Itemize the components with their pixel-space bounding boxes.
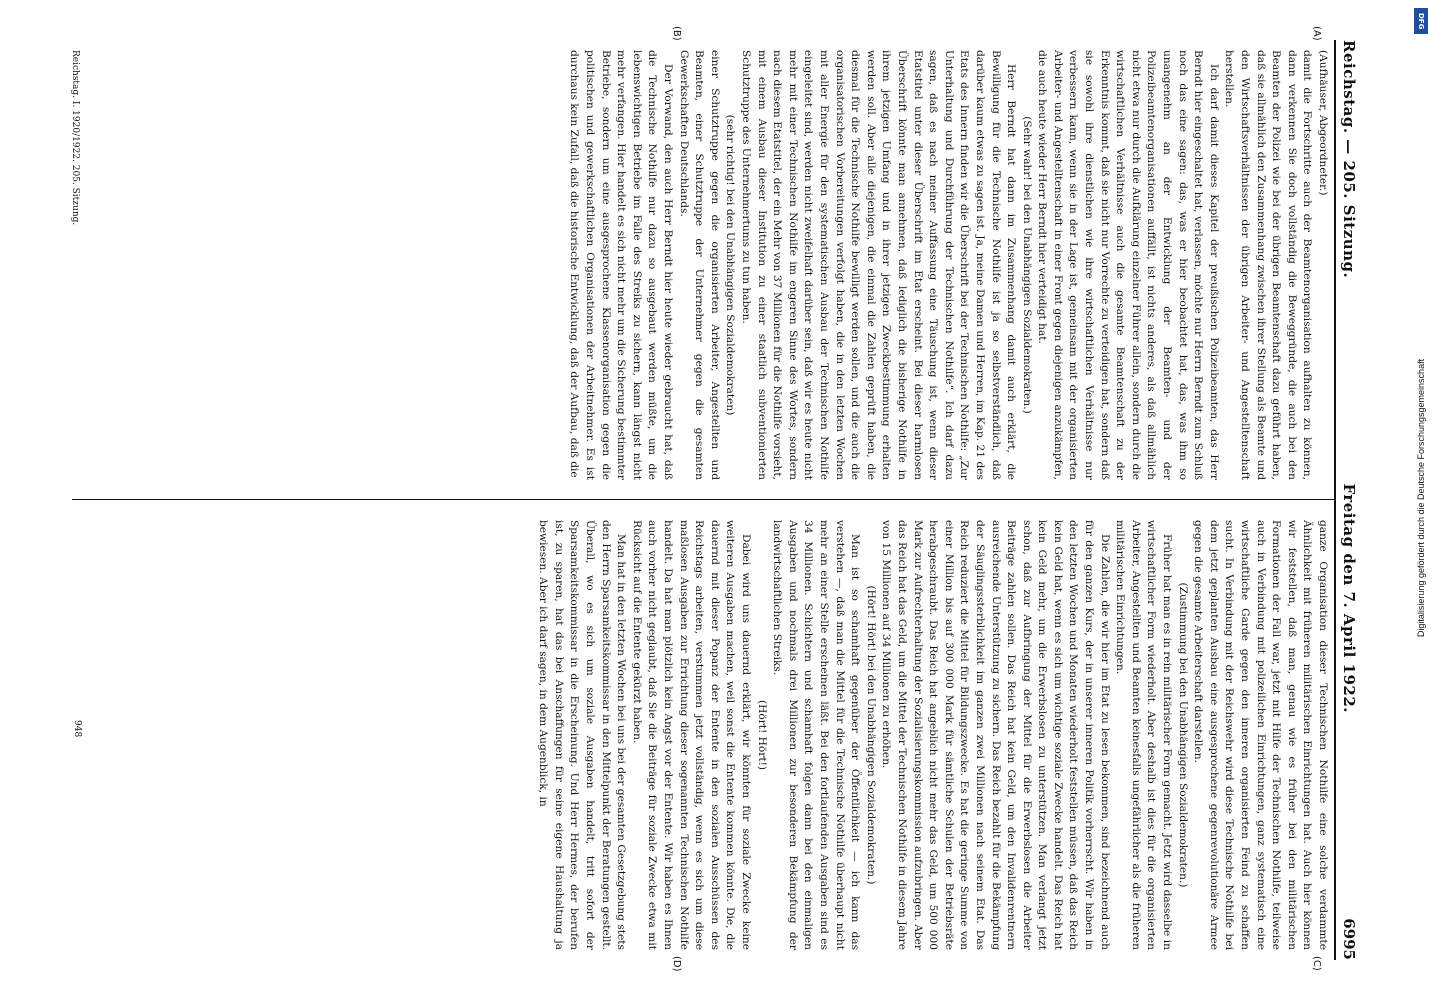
header-date: Freitag den 7. April 1922.	[1340, 483, 1358, 714]
digitization-strip	[1408, 0, 1434, 1000]
paragraph: Dabei wird uns dauernd erklärt, wir könnten für soziale Zwecke keine weiteren Ausgaben machen, weil sonst die Entente kommen könnte. Die, die dauernd mit dieser Popanz der Entente in den sozialen Ausschüssen des Reichstags arbeiten, verstummen jetzt vollständig, wenn es sich um diese maßlosen Ausgaben zur Errichtung dieser sogenannten Technischen Nothilfe handelt. Da hat man plötzlich kein Angst vor der Entente. Wir haben es Ihnen auch vorher nicht geglaubt, daß Sie die Beiträge für soziale Zwecke etwa mit Rücksicht auf die Entente gekürzt haben.	[630, 520, 753, 950]
interjection: (Sehr wahr! bei den Unabhängigen Sozialdemokraten.)	[1020, 116, 1033, 414]
left-column	[90, 50, 1330, 480]
dfg-logo: DFG	[1414, 8, 1428, 34]
paragraph: Ich darf damit dieses Kapitel der preußischen Polizeibeamten, das Herr Berndt hier eingeschaltet hat, verlassen, möchte nur Herrn Berndt zum Schluß noch das eine sagen: das, was er hier beobachtet hat, das, was ihm so unangenehm an der Entwicklung der Beamten- und der Polizeibeamtenorganisationen auffällt, ist nichts anderes, als daß allmählich nicht etwa nur durch die Aufklärung einzelner Führer allein, sondern durch die wirtschaftlichen Verhältnisse auch die gesamte Beamtenschaft zu der Erkenntnis kommt, daß sie nicht nur Vorrechte zu verteidigen hat, sondern daß sie sowohl ihre dienstlichen wie ihre wirtschaftlichen Verhältnisse nur verbessern kann, wenn sie in der Lage ist, gemeinsam mit der organisierten Arbeiter- und Angestelltenschaft in einer Front gegen diejenigen anzukämpfen, die auch heute wieder Herr Berndt hier verteidigt hat.	[1036, 50, 1220, 480]
paragraph: Man ist so schamhaft gegenüber der Öffentlichkeit — ich kann das verstehen —, daß man die Mittel für die Technische Nothilfe überhaupt nicht mehr an einer Stelle erscheinen läßt. Bei den fortlaufenden Ausgaben sind es 34 Millionen. Schichtern und schamhaft folgen dann bei den einmaligen Ausgaben und nochmals drei Millionen zur besonderen Bekämpfung der landwirtschaftlichen Streiks.	[771, 520, 862, 950]
marker-a: (A)	[1311, 26, 1322, 41]
marker-d: (D)	[671, 956, 682, 972]
right-column	[90, 520, 1330, 950]
page-number: 6995	[1340, 918, 1358, 960]
marker-b: (B)	[671, 26, 682, 41]
marker-c: (C)	[1311, 956, 1322, 971]
page-header	[1334, 40, 1368, 960]
footer-signature: Reichstag. I. 1920/1922. 205. Sitzung.	[70, 50, 80, 226]
paragraph: Die Zahlen, die wir hier im Etat zu lesen bekommen, sind bezeichnend auch für den ganzen Kurs, der in unserer inneren Politik vorherrscht. Wir haben in den letzten Wochen und Monaten wiederholt feststellen müssen, daß das Reich kein Geld hat, wenn es sich um wichtige soziale Zwecke handelt. Das Reich hat kein Geld mehr, um die Erwerbslosen zu unterstützen. Man verlangt jetzt schon, daß zur Aufbringung der Mittel für die Erwerbslosen die Arbeiter Beiträge zahlen sollen. Das Reich hat kein Geld, um den Invalidenrentnern ausreichende Unterstützung zu sichern. Das Reich bezahlt für die Bekämpfung der Säuglingssterblichkeit im ganzen zwei Millionen nach seinem Etat. Das Reich reduziert die Mittel für Bildungszwecke. Es hat die geringe Summe von einer Million bis auf 300 000 Mark für sämtliche Schulen der Betriebsräte herabgeschraubt. Das Reich hat angeblich nicht mehr das Geld, um 500 000 Mark zur Aufrechterhaltung der Sozialisierungskommission aufzubringen. Aber das Reich hat das Geld, um die Mittel der Technischen Nothilfe in diesem Jahre von 15 Millionen auf 34 Millionen zu erhöhen.	[880, 520, 1111, 950]
interjection: (Zustimmung bei den Unabhängigen Sozialdemokraten.)	[1176, 582, 1189, 888]
digitization-credit: Digitalisierung gefördert durch die Deutsche Forschungsgemeinschaft	[1416, 358, 1426, 638]
sheet-number: 948	[72, 720, 82, 738]
paragraph: ganze Organisation dieser Technischen Nothilfe eine solche verdammte Ähnlichkeit mit früheren militärischen Einrichtungen hat. Auch hier können wir feststellen, daß man, genau wie es früher bei den militärischen Formationen der Fall war, jetzt mit Hilfe der Technischen Nothilfe, teilweise auch in Verbindung mit polizeilichen Einrichtungen, ganz systematisch eine wirtschaftliche Garde gegen den inneren organisierten Feind zu schaffen sucht. In Verbindung mit der Reichswehr wird diese Technische Nothilfe bei dem jetzt geplanten Ausbau eine ausgesprochene gegenrevolutionäre Armee gegen die gesamte Arbeiterschaft darstellen.	[1192, 520, 1329, 950]
paragraph: Man hat in den letzten Wochen bei uns bei der gesamten Gesetzgebung stets den Herrn Sparsamkeitskommissar in den Mittelpunkt der Beratungen gestellt. Überall, wo es sich um soziale Ausgaben handelt, tritt sofort der Sparsamkeitskommissar in die Erscheinung. Und Herr Hermes, der berufen ist, zu sparen, hat das bei Anschaffungen für seine eigene Haushaltung ja bewiesen. Aber ich darf sagen, in dem Augenblick, in	[537, 520, 628, 950]
paragraph: Herr Berndt hat dann im Zusammenhang damit auch erklärt, die Bewilligung für die Technische Nothilfe ist ja so selbstverständlich, daß darüber kaum etwas zu sagen ist. Ja, meine Damen und Herren, im Kap. 21 des Etats des Innern finden wir die Überschrift bei der Technischen Nothilfe: „Zur Unterhaltung und Durchführung der Technischen Nothilfe“. Ich darf dazu sagen, daß es nach meiner Auffassung eine Täuschung ist, wenn dieser Etatstitel unter dieser Überschrift im Etat erscheint. Bei dieser harmlosen Überschrift könnte man annehmen, daß lediglich die bisherige Nothilfe in ihrem jetzigen Umfang und in ihrer jetzigen Zweckbestimmung erhalten werden soll. Aber alle diejenigen, die einmal die Zahlen geprüft haben, die diesmal für die Technische Nothilfe bewilligt werden sollen, und die auch die organisatorischen Vorbereitungen verfolgt haben, die in den letzten Wochen mit aller Energie für den systematischen Ausbau der Technischen Nothilfe eingeleitet sind, werden nicht zweifelhaft darüber sein, daß wir es heute nicht mehr mit einer Technischen Nothilfe im engeren Sinne des Wortes, sondern nach diesem Etatstitel, der ein Mehr von 37 Millionen für die Nothilfe vorsieht, mit einem Ausbau dieser Institution zu einer staatlich subventionierten Schutztruppe des Unternehmertums zu tun haben.	[740, 50, 1018, 480]
paragraph: Früher hat man es in rein militärischer Form gemacht. Jetzt wird dasselbe in wirtschaftlicher Form wiederholt. Aber deshalb ist dies für die organisierten Arbeiter, Angestellten und Beamten keinesfalls ungefährlicher als die früheren militärischen Einrichtungen.	[1114, 520, 1174, 950]
paragraph: Der Vorwand, den auch Herr Berndt hier heute wieder gebraucht hat, daß die Technische Nothilfe nur dazu so ausgebaut werden müßte, um die lebenswichtigen Betriebe im Falle des Streiks zu sichern, kann längst nicht mehr verfangen. Hier handelt es sich nicht mehr um die Sicherung bestimmter Betriebe, sondern um eine ausgesprochene Klassenorganisation gegen die politischen und gewerkschaftlichen Organisationen der Arbeitnehmer. Es ist durchaus kein Zufall, daß die historische Entwicklung, daß der Aufbau, daß die	[568, 50, 675, 480]
column-divider	[72, 499, 1334, 500]
paragraph: einer Schutztruppe gegen die organisierten Arbeiter, Angestellten und Beamten, einer Schutztruppe der Unternehmer gegen die gesamten Gewerkschaften Deutschlands.	[677, 50, 721, 480]
interjection: (Hört! Hört! bei den Unabhängigen Sozialdemokraten.)	[864, 585, 877, 885]
interjection: (sehr richtig! bei den Unabhängigen Sozialdemokraten)	[724, 114, 737, 416]
newspaper-page	[52, 20, 1382, 980]
speaker-line: (Aufhäuser, Abgeordneter.)	[1317, 50, 1329, 196]
interjection: (Hört! Hört!)	[755, 699, 768, 771]
paragraph: damit die Fortschritte auch der Beamtenorganisation aufhalten zu können, dann verkennen Sie doch vollständig die Beweggründe, die auch bei den Beamten der Polizei wie bei der übrigen Beamtenschaft dazu geführt haben, daß sie allmählich den Zusammenhang zwischen ihrer Stellung als Beamte und den Wirtschaftsverhältnissen der übrigen Arbeiter- und Angestelltenschaft herstellen.	[1223, 50, 1314, 480]
header-left: Reichstag. — 205. Sitzung.	[1340, 40, 1358, 279]
